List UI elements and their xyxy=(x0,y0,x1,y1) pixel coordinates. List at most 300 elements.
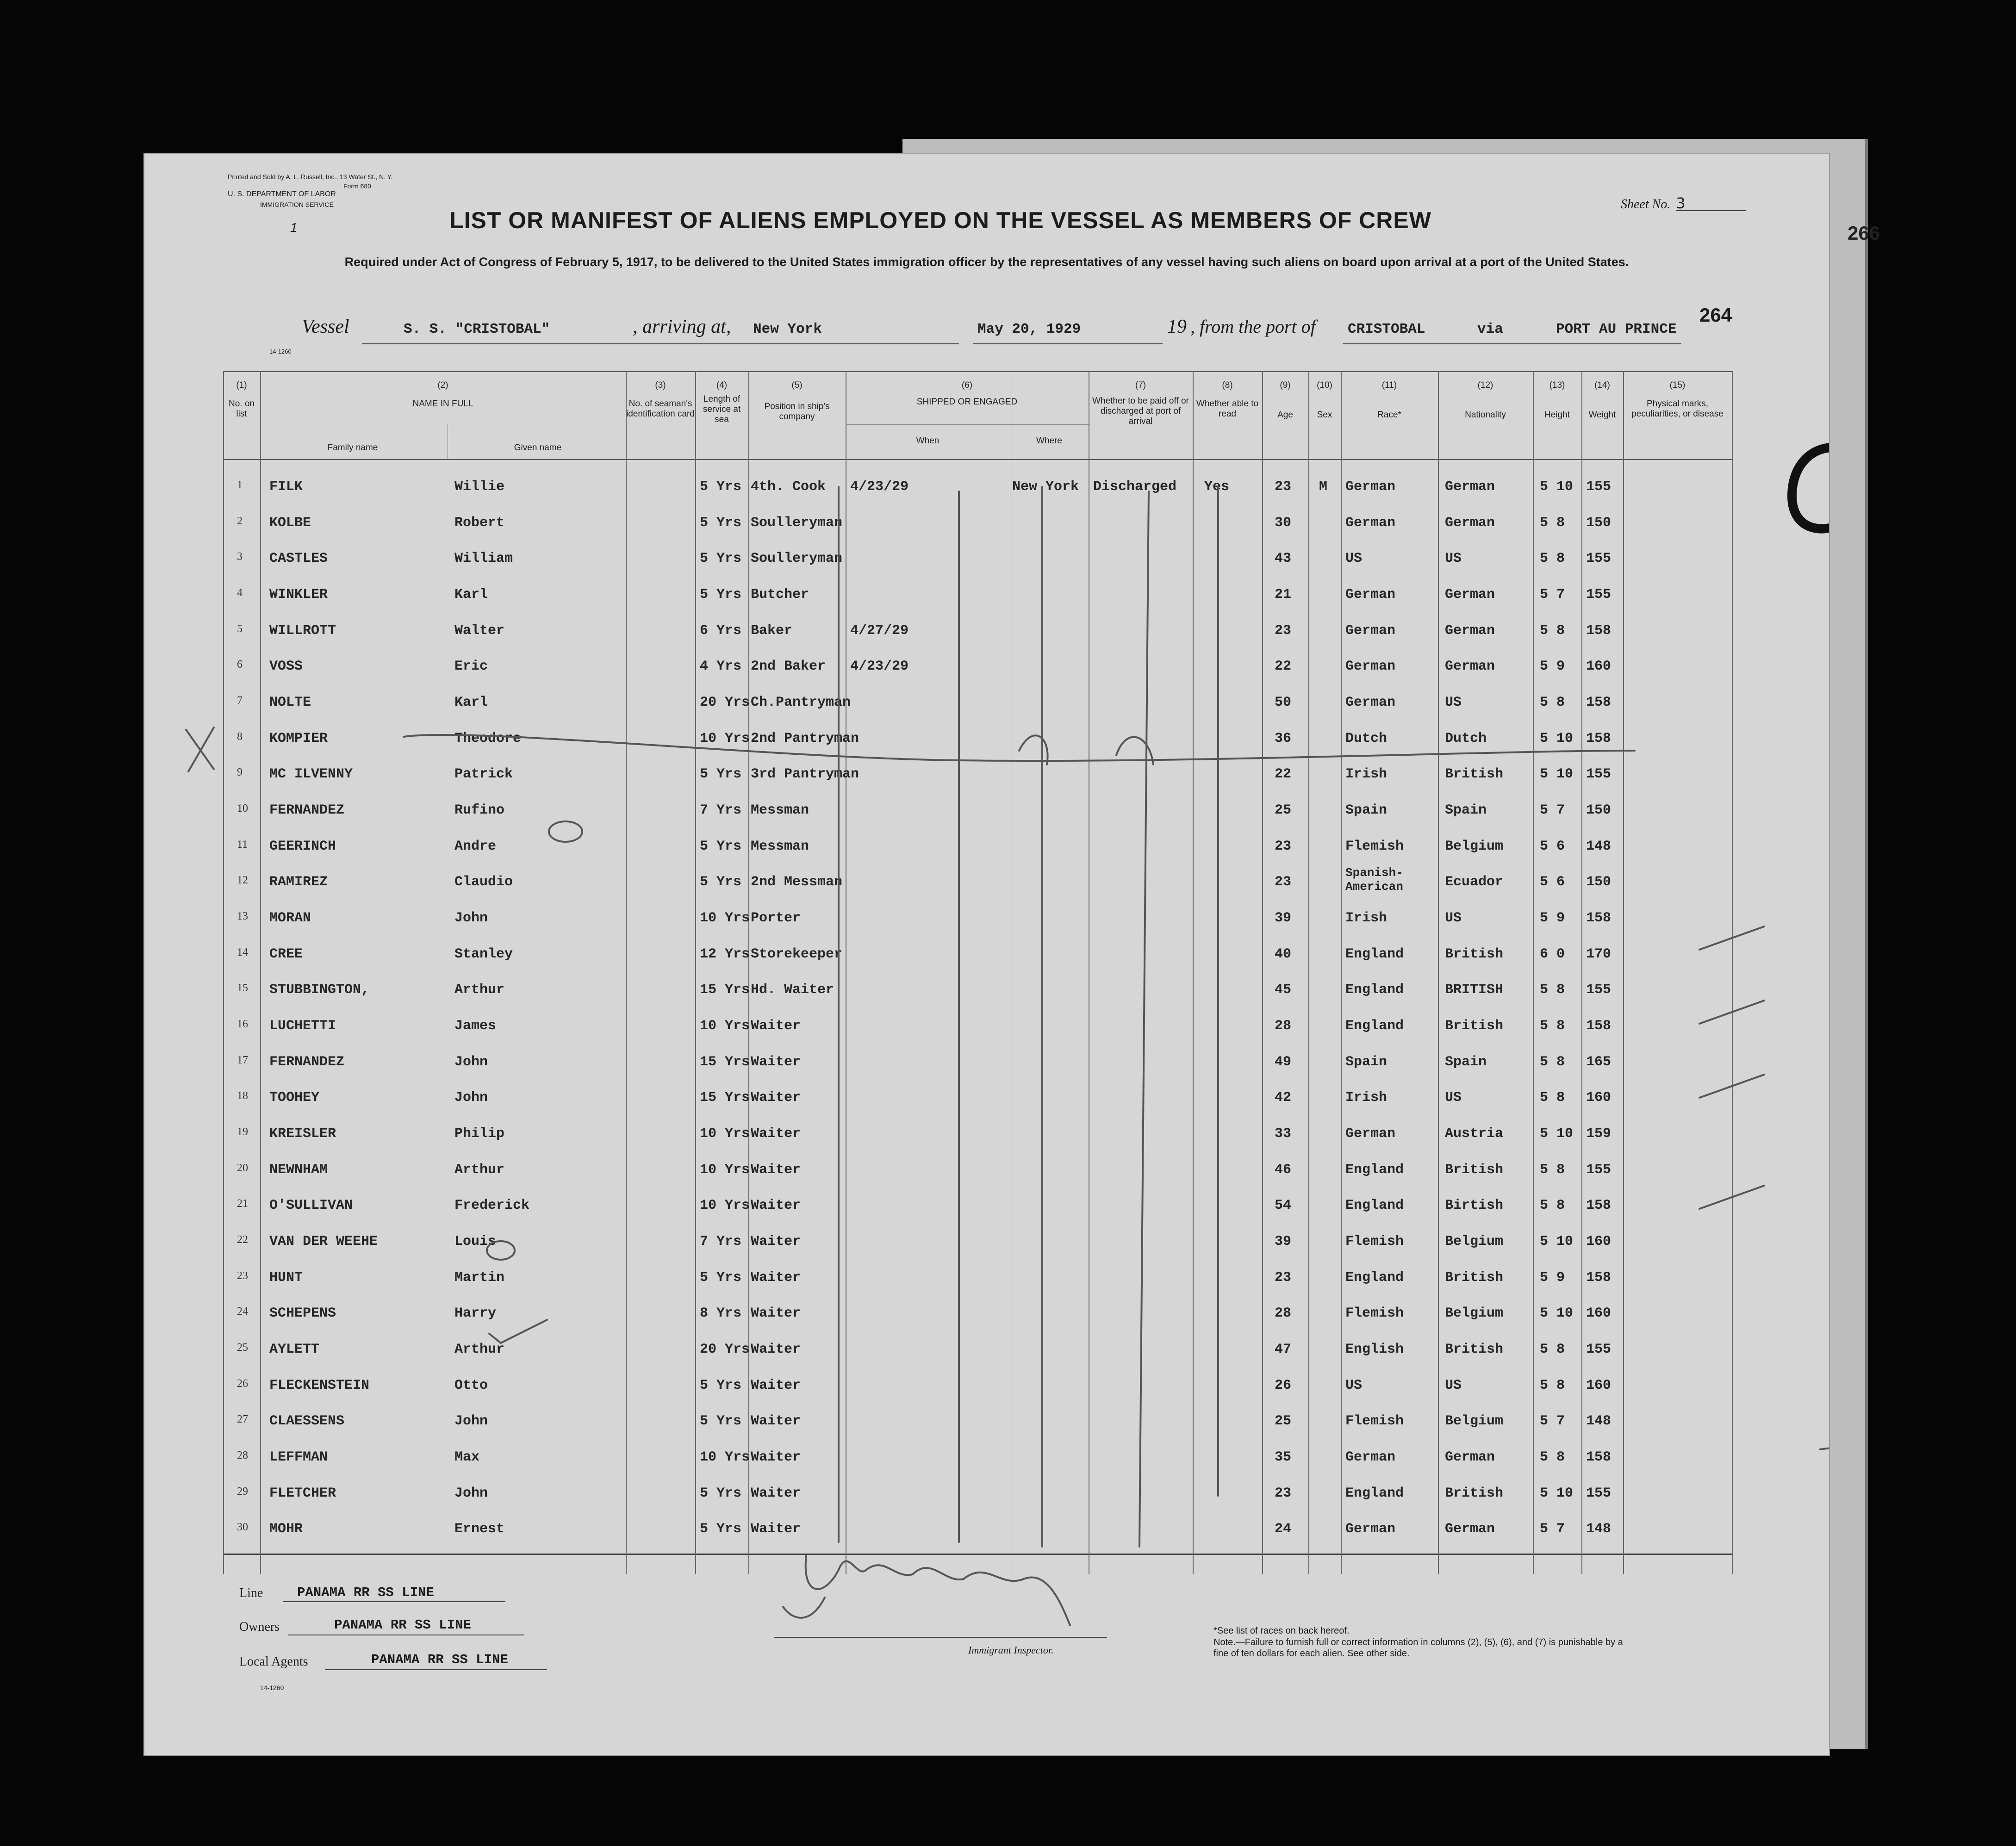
cell-weight: 155 xyxy=(1586,766,1612,783)
cell-service: 5 Yrs xyxy=(700,874,742,890)
col-subheader-family: Family name xyxy=(327,443,378,453)
cell-family: FERNANDEZ xyxy=(269,1054,345,1070)
cell-no: 29 xyxy=(237,1485,248,1498)
cell-nationality: Spain xyxy=(1445,802,1487,818)
cell-race: England xyxy=(1345,1162,1404,1178)
cell-age: 26 xyxy=(1275,1377,1292,1393)
cell-nationality: Belgium xyxy=(1445,1234,1504,1249)
cell-position: Soulleryman xyxy=(751,515,843,531)
cell-no: 14 xyxy=(237,946,248,958)
cell-position: 2nd Messman xyxy=(751,874,843,890)
cell-family: CASTLES xyxy=(269,551,328,567)
cell-no: 1 xyxy=(237,479,243,491)
cell-weight: 148 xyxy=(1586,1521,1612,1537)
cell-family: AYLETT xyxy=(269,1342,320,1357)
cell-age: 35 xyxy=(1275,1449,1292,1465)
cell-family: KOMPIER xyxy=(269,730,328,746)
cell-weight: 150 xyxy=(1586,515,1612,531)
cell-height: 5 7 xyxy=(1540,1413,1565,1430)
cell-family: LUCHETTI xyxy=(269,1018,336,1034)
cell-position: Ch.Pantryman xyxy=(751,695,851,710)
cell-height: 5 8 xyxy=(1540,1377,1565,1393)
cell-age: 36 xyxy=(1275,730,1292,746)
cell-height: 5 8 xyxy=(1540,1449,1565,1465)
cell-given: Karl xyxy=(454,695,488,710)
inspector-label: Immigrant Inspector. xyxy=(968,1644,1054,1656)
cell-when: 4/23/29 xyxy=(850,479,909,495)
cell-race: US xyxy=(1345,551,1363,567)
cell-position: Porter xyxy=(751,910,801,926)
owners-label: Owners xyxy=(239,1620,280,1634)
cell-age: 23 xyxy=(1275,1485,1292,1501)
cell-family: FILK xyxy=(269,479,303,495)
cell-service: 15 Yrs xyxy=(700,1090,750,1106)
cell-family: GEERINCH xyxy=(269,838,336,854)
cell-family: VAN DER WEEHE xyxy=(269,1234,378,1249)
cell-age: 47 xyxy=(1275,1342,1292,1357)
stamp-number: 264 xyxy=(1699,304,1732,326)
stamp-number: 266 xyxy=(1848,222,1880,244)
cell-race: England xyxy=(1345,1018,1404,1034)
cell-service: 10 Yrs xyxy=(700,1162,750,1178)
cell-no: 21 xyxy=(237,1198,248,1210)
cell-no: 13 xyxy=(237,910,248,922)
cell-no: 8 xyxy=(237,730,243,743)
cell-height: 5 6 xyxy=(1540,874,1565,890)
via-port: PORT AU PRINCE xyxy=(1556,321,1677,337)
cell-no: 5 xyxy=(237,622,243,635)
cell-weight: 158 xyxy=(1586,910,1612,926)
cell-height: 5 7 xyxy=(1540,587,1565,603)
cell-height: 5 8 xyxy=(1540,1018,1565,1034)
cell-service: 10 Yrs xyxy=(700,1126,750,1142)
cell-height: 5 10 xyxy=(1540,1305,1574,1322)
cell-service: 5 Yrs xyxy=(700,551,742,567)
cell-weight: 160 xyxy=(1586,1305,1612,1322)
cell-given: Arthur xyxy=(454,982,505,998)
cell-family: CLAESSENS xyxy=(269,1413,345,1430)
cell-height: 5 8 xyxy=(1540,622,1565,639)
cell-service: 5 Yrs xyxy=(700,1413,742,1430)
cell-height: 5 9 xyxy=(1540,1269,1565,1286)
cell-race: English xyxy=(1345,1342,1404,1357)
cell-family: TOOHEY xyxy=(269,1090,320,1106)
cell-race: German xyxy=(1345,1126,1396,1142)
printer-line: Printed and Sold by A. L. Russell, Inc., 13 Water St., N. Y. xyxy=(228,173,393,180)
cell-height: 5 7 xyxy=(1540,1521,1565,1537)
col-header-13: (13) Height xyxy=(1544,380,1570,420)
sheet-label: Sheet No. xyxy=(1621,197,1671,211)
cell-weight: 155 xyxy=(1586,587,1612,603)
cell-race: German xyxy=(1345,515,1396,531)
cell-position: Waiter xyxy=(751,1305,801,1322)
cell-weight: 160 xyxy=(1586,1090,1612,1106)
cell-service: 7 Yrs xyxy=(700,802,742,818)
cell-age: 45 xyxy=(1275,982,1292,998)
cell-when: 4/23/29 xyxy=(850,659,909,675)
cell-given: Philip xyxy=(454,1126,505,1142)
owners-value: PANAMA RR SS LINE xyxy=(334,1617,471,1633)
cell-family: MC ILVENNY xyxy=(269,766,353,783)
cell-weight: 160 xyxy=(1586,659,1612,675)
cell-age: 21 xyxy=(1275,587,1292,603)
cell-weight: 155 xyxy=(1586,1162,1612,1178)
cell-position: Waiter xyxy=(751,1018,801,1034)
cell-service: 5 Yrs xyxy=(700,838,742,854)
col-header-1: (1) No. on list xyxy=(229,380,255,419)
cell-service: 10 Yrs xyxy=(700,1198,750,1214)
cell-family: KOLBE xyxy=(269,515,311,531)
cell-position: Waiter xyxy=(751,1090,801,1106)
cell-race: Irish xyxy=(1345,910,1388,926)
cell-read: Yes xyxy=(1204,479,1230,495)
cell-given: Willie xyxy=(454,479,505,495)
cell-position: Waiter xyxy=(751,1485,801,1501)
line-underline xyxy=(283,1601,505,1602)
cell-no: 2 xyxy=(237,515,243,527)
races-note: *See list of races on back hereof. xyxy=(1213,1626,1350,1636)
cell-nationality: BRITISH xyxy=(1445,982,1504,998)
cell-nationality: British xyxy=(1445,1269,1504,1286)
cell-family: FLECKENSTEIN xyxy=(269,1377,370,1393)
cell-family: LEFFMAN xyxy=(269,1449,328,1465)
col-header-2: (2) NAME IN FULL xyxy=(412,380,473,409)
cell-position: 4th. Cook xyxy=(751,479,826,495)
col-header-10: (10) Sex xyxy=(1317,380,1332,420)
via-label: via xyxy=(1477,321,1503,337)
pencil-annotations xyxy=(144,154,1829,1755)
cell-no: 9 xyxy=(237,766,243,779)
cell-no: 24 xyxy=(237,1305,248,1318)
cell-position: Messman xyxy=(751,838,809,854)
cell-age: 28 xyxy=(1275,1018,1292,1034)
cell-service: 15 Yrs xyxy=(700,982,750,998)
col-subheader-given: Given name xyxy=(514,443,562,453)
cell-position: Waiter xyxy=(751,1198,801,1214)
cell-given: Arthur xyxy=(454,1342,505,1357)
cell-given: John xyxy=(454,910,488,926)
cell-no: 15 xyxy=(237,982,248,994)
cell-given: Frederick xyxy=(454,1198,530,1214)
cell-weight: 155 xyxy=(1586,551,1612,567)
cell-family: STUBBINGTON, xyxy=(269,982,370,998)
cell-family: VOSS xyxy=(269,659,303,675)
cell-position: Waiter xyxy=(751,1234,801,1249)
cell-service: 12 Yrs xyxy=(700,946,750,962)
cell-given: James xyxy=(454,1018,497,1034)
cell-position: Waiter xyxy=(751,1269,801,1286)
cell-position: Butcher xyxy=(751,587,809,603)
cell-service: 5 Yrs xyxy=(700,1377,742,1393)
col-header-15: (15) Physical marks, peculiarities, or disease xyxy=(1631,380,1724,419)
cell-no: 3 xyxy=(237,551,243,563)
cell-position: Waiter xyxy=(751,1521,801,1537)
cell-nationality: US xyxy=(1445,1377,1462,1393)
cell-height: 5 8 xyxy=(1540,1162,1565,1178)
cell-race: German xyxy=(1345,1521,1396,1537)
cell-height: 5 8 xyxy=(1540,1090,1565,1106)
cell-race: German xyxy=(1345,659,1396,675)
cell-no: 19 xyxy=(237,1126,248,1138)
cell-nationality: Dutch xyxy=(1445,730,1487,746)
cell-weight: 158 xyxy=(1586,1198,1612,1214)
cell-given: John xyxy=(454,1413,488,1430)
cell-given: Claudio xyxy=(454,874,513,890)
cell-family: HUNT xyxy=(269,1269,303,1286)
cell-weight: 158 xyxy=(1586,1269,1612,1286)
cell-service: 5 Yrs xyxy=(700,1521,742,1537)
cell-age: 46 xyxy=(1275,1162,1292,1178)
cell-nationality: German xyxy=(1445,1521,1495,1537)
cell-height: 5 8 xyxy=(1540,515,1565,531)
cell-age: 33 xyxy=(1275,1126,1292,1142)
cell-no: 20 xyxy=(237,1162,248,1174)
fine-note: Note.—Failure to furnish full or correct information in columns (2), (5), (6), and (7) is punishable by a fine of ten dollars for each alien. See other side. xyxy=(1213,1637,1623,1659)
cell-age: 43 xyxy=(1275,551,1292,567)
cell-given: Eric xyxy=(454,659,488,675)
from-label: , from the port of xyxy=(1190,316,1316,337)
cell-given: John xyxy=(454,1485,488,1501)
cell-no: 12 xyxy=(237,874,248,887)
cell-service: 5 Yrs xyxy=(700,766,742,783)
cell-given: Martin xyxy=(454,1269,505,1286)
cell-position: 2nd Baker xyxy=(751,659,826,675)
cell-height: 5 8 xyxy=(1540,1054,1565,1070)
col-header-6: (6) SHIPPED OR ENGAGED xyxy=(916,380,1018,407)
cell-family: FLETCHER xyxy=(269,1485,336,1501)
cell-height: 5 10 xyxy=(1540,1126,1574,1142)
cell-nationality: German xyxy=(1445,587,1495,603)
arriving-label: , arriving at, xyxy=(633,316,731,337)
arriving-port: New York xyxy=(753,321,822,337)
cell-nationality: British xyxy=(1445,1342,1504,1357)
cell-height: 5 9 xyxy=(1540,910,1565,926)
cell-service: 10 Yrs xyxy=(700,730,750,746)
cell-age: 28 xyxy=(1275,1305,1292,1322)
inspector-signature-line xyxy=(774,1637,1107,1638)
cell-position: Waiter xyxy=(751,1342,801,1357)
cell-service: 10 Yrs xyxy=(700,910,750,926)
cell-race: German xyxy=(1345,479,1396,495)
form-number: Form 680 xyxy=(343,182,371,190)
cell-height: 5 8 xyxy=(1540,695,1565,710)
cell-family: NEWNHAM xyxy=(269,1162,328,1178)
col-header-8: (8) Whether able to read xyxy=(1196,380,1259,419)
cell-where: New York xyxy=(1012,479,1079,495)
col-header-11: (11) Race* xyxy=(1377,380,1401,420)
cell-when: 4/27/29 xyxy=(850,622,909,639)
cell-service: 5 Yrs xyxy=(700,587,742,603)
col-header-4: (4) Length of service at sea xyxy=(703,380,741,424)
cell-no: 4 xyxy=(237,587,243,599)
cell-family: O'SULLIVAN xyxy=(269,1198,353,1214)
year-label: 19 xyxy=(1167,316,1187,337)
cell-no: 27 xyxy=(237,1413,248,1426)
cell-weight: 158 xyxy=(1586,1018,1612,1034)
cell-age: 39 xyxy=(1275,1234,1292,1249)
cell-given: Ernest xyxy=(454,1521,505,1537)
cell-given: Otto xyxy=(454,1377,488,1393)
cell-nationality: German xyxy=(1445,1449,1495,1465)
cell-nationality: British xyxy=(1445,1018,1504,1034)
footer-form-code: 14-1260 xyxy=(260,1684,284,1691)
cell-race: Irish xyxy=(1345,766,1388,783)
col-subheader-when: When xyxy=(916,436,940,446)
cell-nationality: Ecuador xyxy=(1445,874,1504,890)
cell-race: England xyxy=(1345,946,1404,962)
cell-weight: 158 xyxy=(1586,622,1612,639)
cell-race: German xyxy=(1345,1449,1396,1465)
cell-service: 20 Yrs xyxy=(700,1342,750,1357)
cell-weight: 150 xyxy=(1586,874,1612,890)
cell-height: 5 8 xyxy=(1540,551,1565,567)
cell-no: 30 xyxy=(237,1521,248,1534)
cell-nationality: British xyxy=(1445,1162,1504,1178)
cell-given: Rufino xyxy=(454,802,505,818)
page-title: LIST OR MANIFEST OF ALIENS EMPLOYED ON THE VESSEL AS MEMBERS OF CREW xyxy=(449,207,1431,233)
cell-race: England xyxy=(1345,982,1404,998)
cell-race: Irish xyxy=(1345,1090,1388,1106)
cell-age: 50 xyxy=(1275,695,1292,710)
cell-no: 16 xyxy=(237,1018,248,1030)
cell-given: William xyxy=(454,551,513,567)
cell-nationality: Birtish xyxy=(1445,1198,1504,1214)
cell-given: Harry xyxy=(454,1305,497,1322)
cell-no: 18 xyxy=(237,1090,248,1102)
cell-nationality: US xyxy=(1445,695,1462,710)
cell-weight: 155 xyxy=(1586,479,1612,495)
cell-nationality: British xyxy=(1445,946,1504,962)
cell-position: Waiter xyxy=(751,1162,801,1178)
cell-no: 26 xyxy=(237,1377,248,1390)
sheet-value: 3 xyxy=(1676,194,1686,212)
cell-race: German xyxy=(1345,587,1396,603)
cell-weight: 159 xyxy=(1586,1126,1612,1142)
cell-nationality: US xyxy=(1445,551,1462,567)
agents-label: Local Agents xyxy=(239,1654,308,1669)
cell-age: 23 xyxy=(1275,874,1292,890)
cell-height: 5 10 xyxy=(1540,1234,1574,1249)
cell-no: 6 xyxy=(237,659,243,671)
page-subtitle: Required under Act of Congress of February 5, 1917, to be delivered to the United States immigration officer by the representatives of any vessel having such aliens on board upon arrival at a port of the United States. xyxy=(344,255,1629,269)
cell-family: SCHEPENS xyxy=(269,1305,336,1322)
cell-age: 54 xyxy=(1275,1198,1292,1214)
vessel-label: Vessel xyxy=(302,316,349,337)
agents-value: PANAMA RR SS LINE xyxy=(371,1652,508,1667)
cell-position: Baker xyxy=(751,622,793,639)
department-name: U. S. DEPARTMENT OF LABOR xyxy=(228,190,336,198)
cell-height: 5 8 xyxy=(1540,1342,1565,1357)
cell-weight: 148 xyxy=(1586,1413,1612,1430)
cell-age: 49 xyxy=(1275,1054,1292,1070)
cell-no: 23 xyxy=(237,1269,248,1282)
col-header-9: (9) Age xyxy=(1277,380,1293,420)
cell-service: 5 Yrs xyxy=(700,479,742,495)
cell-position: Hd. Waiter xyxy=(751,982,834,998)
cell-given: Walter xyxy=(454,622,505,639)
cell-family: FERNANDEZ xyxy=(269,802,345,818)
cell-race: England xyxy=(1345,1198,1404,1214)
cell-given: Arthur xyxy=(454,1162,505,1178)
cell-family: KREISLER xyxy=(269,1126,336,1142)
cell-position: 3rd Pantryman xyxy=(751,766,859,783)
cell-age: 25 xyxy=(1275,1413,1292,1430)
col-header-5: (5) Position in ship's company xyxy=(764,380,830,422)
cell-height: 5 10 xyxy=(1540,479,1574,495)
cell-weight: 155 xyxy=(1586,1342,1612,1357)
cell-family: WINKLER xyxy=(269,587,328,603)
cell-position: 2nd Pantryman xyxy=(751,730,859,746)
cell-age: 24 xyxy=(1275,1521,1292,1537)
cell-weight: 170 xyxy=(1586,946,1612,962)
cell-height: 5 10 xyxy=(1540,730,1574,746)
vessel-name: S. S. "CRISTOBAL" xyxy=(404,321,550,337)
cell-weight: 155 xyxy=(1586,982,1612,998)
cell-age: 23 xyxy=(1275,838,1292,854)
cell-given: John xyxy=(454,1054,488,1070)
cell-position: Waiter xyxy=(751,1126,801,1142)
agents-underline xyxy=(325,1669,547,1670)
cell-age: 39 xyxy=(1275,910,1292,926)
cell-family: MOHR xyxy=(269,1521,303,1537)
cell-no: 22 xyxy=(237,1234,248,1246)
cell-race: Spain xyxy=(1345,1054,1388,1070)
cell-weight: 158 xyxy=(1586,730,1612,746)
cell-no: 28 xyxy=(237,1449,248,1461)
cell-height: 5 10 xyxy=(1540,1485,1574,1501)
cell-age: 23 xyxy=(1275,622,1292,639)
cell-age: 22 xyxy=(1275,766,1292,783)
pencil-mark: 1 xyxy=(290,220,298,235)
cell-given: Patrick xyxy=(454,766,513,783)
cell-position: Waiter xyxy=(751,1377,801,1393)
cell-family: WILLROTT xyxy=(269,622,336,639)
cell-height: 6 0 xyxy=(1540,946,1565,962)
cell-given: Max xyxy=(454,1449,480,1465)
cell-family: CREE xyxy=(269,946,303,962)
line-label: Line xyxy=(239,1586,263,1600)
cell-nationality: German xyxy=(1445,622,1495,639)
cell-service: 10 Yrs xyxy=(700,1449,750,1465)
cell-paid: Discharged xyxy=(1093,479,1177,495)
form-code: 14-1260 xyxy=(269,348,292,355)
cell-weight: 165 xyxy=(1586,1054,1612,1070)
col-header-3: (3) No. of seaman's identification card xyxy=(626,380,695,419)
cell-race: England xyxy=(1345,1269,1404,1286)
cell-position: Waiter xyxy=(751,1413,801,1430)
cell-weight: 160 xyxy=(1586,1234,1612,1249)
cell-position: Soulleryman xyxy=(751,551,843,567)
cell-weight: 160 xyxy=(1586,1377,1612,1393)
cell-given: Louis xyxy=(454,1234,497,1249)
cell-race: Flemish xyxy=(1345,1234,1404,1249)
cell-position: Storekeeper xyxy=(751,946,843,962)
cell-nationality: Belgium xyxy=(1445,1305,1504,1322)
cell-service: 8 Yrs xyxy=(700,1305,742,1322)
cell-given: Robert xyxy=(454,515,505,531)
cell-weight: 158 xyxy=(1586,695,1612,710)
cell-nationality: Belgium xyxy=(1445,838,1504,854)
cell-height: 5 9 xyxy=(1540,659,1565,675)
cell-nationality: German xyxy=(1445,515,1495,531)
cell-given: Stanley xyxy=(454,946,513,962)
cell-race: US xyxy=(1345,1377,1363,1393)
cell-nationality: British xyxy=(1445,766,1504,783)
cell-race: Dutch xyxy=(1345,730,1388,746)
col-subheader-where: Where xyxy=(1036,436,1062,446)
cell-age: 30 xyxy=(1275,515,1292,531)
cell-service: 15 Yrs xyxy=(700,1054,750,1070)
